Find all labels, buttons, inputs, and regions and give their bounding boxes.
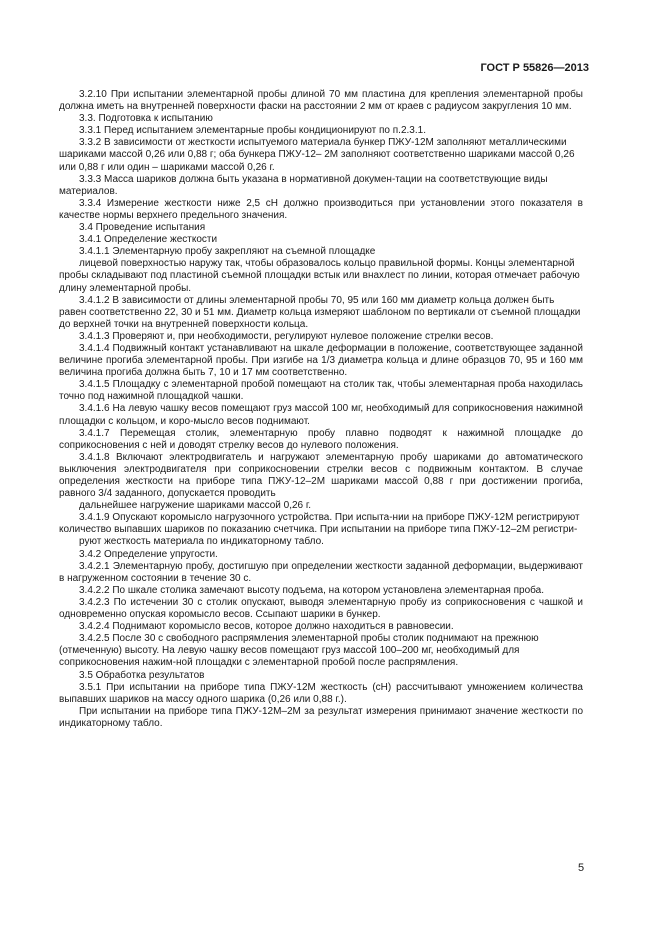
heading-3-5: 3.5 Обработка результатов (79, 669, 205, 681)
paragraph-3-4-1-7: 3.4.1.7 Перемещая столик, элементарную пробу плавно подводят к нажимной площадке до соприкосновения с ней и доводят стрелку весов до нулевого положения. (59, 427, 583, 451)
paragraph-3-5-1-note: При испытании на приборе типа ПЖУ-12М–2М за результат измерения принимают значение жесткости по индикаторному табло. (59, 705, 583, 729)
paragraph-3-4-1-8: 3.4.1.8 Включают электродвигатель и нагружают элементарную пробу шариками до автоматического выключения электродвигателя при соприкосновении стрелки весов с подвижным контактом. В случае определения жесткости на приборе типа ПЖУ-12–2М шариками массой 0,88 г при достижении прогиба, равного 3/4 заданного, допускается проводить (59, 451, 583, 500)
paragraph-3-2-10: 3.2.10 При испытании элементарной пробы длиной 70 мм пластина для крепления элементарной пробы должна иметь на внутренней поверхности фаски на расстоянии 2 мм от краев с радиусом закругления 10 мм. (59, 89, 583, 113)
paragraph-3-3-1: 3.3.1 Перед испытанием элементарные пробы кондиционируют по п.2.3.1. (79, 125, 426, 137)
paragraph-3-3-4: 3.3.4 Измерение жесткости ниже 2,5 сН должно производиться при установлении этого показателя в качестве нормы верхнего предельного значения. (59, 197, 583, 221)
page-number: 5 (578, 862, 585, 874)
paragraph-3-3-3: 3.3.3 Масса шариков должна быть указана в нормативной докумен-тации на соответствующие виды материалов. (59, 173, 548, 197)
paragraph-3-4-2-3: 3.4.2.3 По истечении 30 с столик опускают, выводя элементарную пробу из соприкосновения с чашкой и одновременно опуская коромысло весов. Ссыпают шарики в бункер. (59, 596, 583, 621)
paragraph-3-4-2-4: 3.4.2.4 Поднимают коромысло весов, которое должно находиться в равновесии. (79, 621, 454, 633)
paragraph-3-4-1-3: 3.4.1.3 Проверяют и, при необходимости, регулируют нулевое положение стрелки весов. (79, 330, 494, 342)
paragraph-3-4-1-9-cont: руют жесткость материала по индикаторному табло. (79, 536, 324, 548)
heading-3-4: 3.4 Проведение испытания (79, 222, 206, 234)
heading-3-3: 3.3. Подготовка к испытанию (79, 113, 213, 125)
paragraph-3-4-1-2: 3.4.1.2 В зависимости от длины элементарной пробы 70, 95 или 160 мм диаметр кольца должен быть равен соответственно 22, 30 и 51 мм. Диаметр кольца измеряют шаблоном по вертикали от съемной площадки до верхней точки на внутренней поверхности кольца. (59, 294, 581, 330)
document-header: ГОСТ Р 55826—2013 (480, 62, 589, 74)
heading-3-4-1: 3.4.1 Определение жесткости (79, 234, 218, 246)
paragraph-3-3-2: 3.3.2 В зависимости от жесткости испытуемого материала бункер ПЖУ-12М заполняют металлическими шариками массой 0,26 или 0,88 г; оба бункера ПЖУ-12– 2М заполняют соответственно шариками массой 0,26 или 0,88 г или один – шариками массой 0,26 г. (59, 137, 575, 173)
paragraph-3-4-1-6: 3.4.1.6 На левую чашку весов помещают груз массой 100 мг, необходимый для соприкосновения нажимной площадки с кольцом, и коро-мысло весов поднимают. (59, 403, 583, 427)
paragraph-3-4-1-1-cont: лицевой поверхностью наружу так, чтобы образовалось кольцо правильной формы. Концы элементарной пробы складывают под пластиной съемной площадки встык или внахлест по линии, которая отмечает рабочую длину элементарной пробы. (59, 258, 580, 294)
paragraph-3-4-1-9: 3.4.1.9 Опускают коромысло нагрузочного устройства. При испыта-нии на приборе ПЖУ-12М регистрируют количество выпавших шариков по показанию счетчика. При испытании на приборе типа ПЖУ-12–2М регистри- (59, 512, 580, 536)
paragraph-3-4-2-5: 3.4.2.5 После 30 с свободного распрямления элементарной пробы столик поднимают на прежнюю (отмеченную) высоту. На левую чашку весов помещают груз массой 100–200 мг, необходимый для соприкосновения нажим-ной площадки с элементарной пробой после распрямления. (59, 633, 539, 669)
heading-3-4-2: 3.4.2 Определение упругости. (79, 548, 218, 560)
paragraph-3-4-1-5: 3.4.1.5 Площадку с элементарной пробой помещают на столик так, чтобы элементарная проба находилась точно под нажимной площадкой чашки. (59, 379, 583, 403)
paragraph-3-4-2-1: 3.4.2.1 Элементарную пробу, достигшую при определении жесткости заданной деформации, выдерживают в нагруженном состоянии в течение 30 с. (59, 560, 583, 584)
paragraph-3-4-1-1: 3.4.1.1 Элементарную пробу закрепляют на съемной площадке (79, 246, 376, 258)
paragraph-3-4-1-4: 3.4.1.4 Подвижный контакт устанавливают на шкале деформации в положение, соответствующее заданной величине прогиба элементарной пробы. При изгибе на 1/3 диаметра кольца и длине образцов 70, 95 и 160 мм величина прогиба должна быть 7, 10 и 17 мм соответственно. (59, 342, 583, 379)
document-body (59, 89, 583, 730)
paragraph-3-4-2-2: 3.4.2.2 По шкале столика замечают высоту подъема, на котором установлена элементарная проба. (79, 584, 544, 596)
paragraph-3-5-1: 3.5.1 При испытании на приборе типа ПЖУ-12М жесткость (сН) рассчитывают умножением количества выпавших шариков на массу одного шарика (0,26 или 0,88 г.). (59, 681, 583, 705)
paragraph-3-4-1-8-cont: дальнейшее нагружение шариками массой 0,26 г. (79, 500, 312, 512)
